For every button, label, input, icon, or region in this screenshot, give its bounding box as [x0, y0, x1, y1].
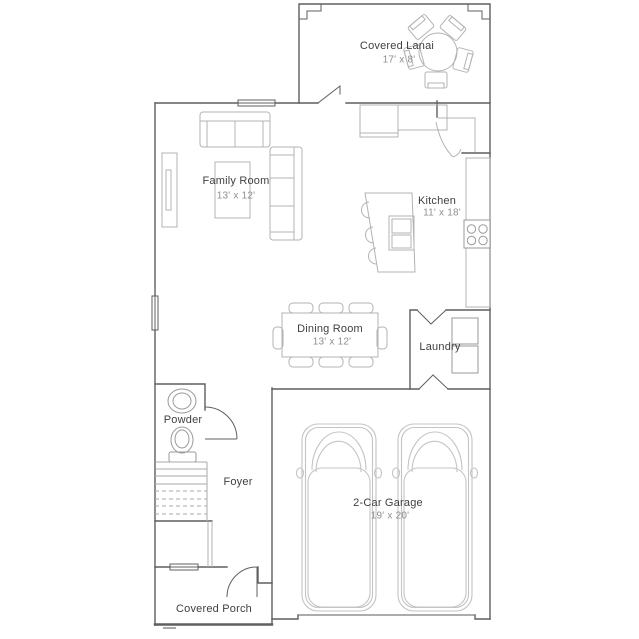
covered-lanai-label: Covered Lanai	[359, 40, 435, 52]
covered-porch-label: Covered Porch	[176, 603, 252, 615]
garage-label: 2-Car Garage	[353, 497, 423, 509]
family-room-dims: 13' x 12'	[216, 190, 256, 202]
kitchen-label: Kitchen	[417, 195, 457, 207]
patio-chair	[425, 72, 447, 88]
cooktop	[464, 220, 490, 248]
garage-dims: 19' x 20'	[370, 510, 410, 522]
powder-label: Powder	[163, 414, 203, 426]
tv-console	[162, 153, 177, 227]
window-left-wall	[152, 296, 158, 330]
window-front-wall	[170, 564, 198, 570]
exterior-walls	[155, 4, 490, 625]
patio-table	[419, 33, 457, 71]
refrigerator	[436, 118, 475, 157]
dining-table	[282, 313, 378, 357]
sink	[168, 389, 196, 413]
counter-top-wall	[360, 105, 447, 137]
covered-lanai-dims: 17' x 8'	[382, 54, 416, 66]
toilet	[169, 427, 196, 462]
laundry-label: Laundry	[419, 341, 461, 353]
dining-room-label: Dining Room	[297, 323, 363, 335]
island-sink	[389, 216, 414, 250]
kitchen-island	[361, 193, 415, 272]
window-top-wall	[238, 100, 275, 106]
kitchen-dims: 11' x 18'	[423, 207, 461, 219]
car	[297, 424, 382, 611]
dining-set	[273, 303, 387, 367]
dining-room-dims: 13' x 12'	[312, 336, 352, 348]
patio-chair	[439, 15, 466, 41]
staircase	[155, 462, 207, 521]
patio-chair	[407, 14, 434, 40]
sofa	[200, 112, 270, 147]
closet-wall	[208, 521, 212, 567]
family-room-label: Family Room	[202, 175, 270, 187]
loveseat	[270, 147, 302, 240]
front-door-swing	[227, 567, 257, 597]
foyer-label: Foyer	[223, 476, 253, 488]
powder-door-swing	[205, 407, 237, 439]
